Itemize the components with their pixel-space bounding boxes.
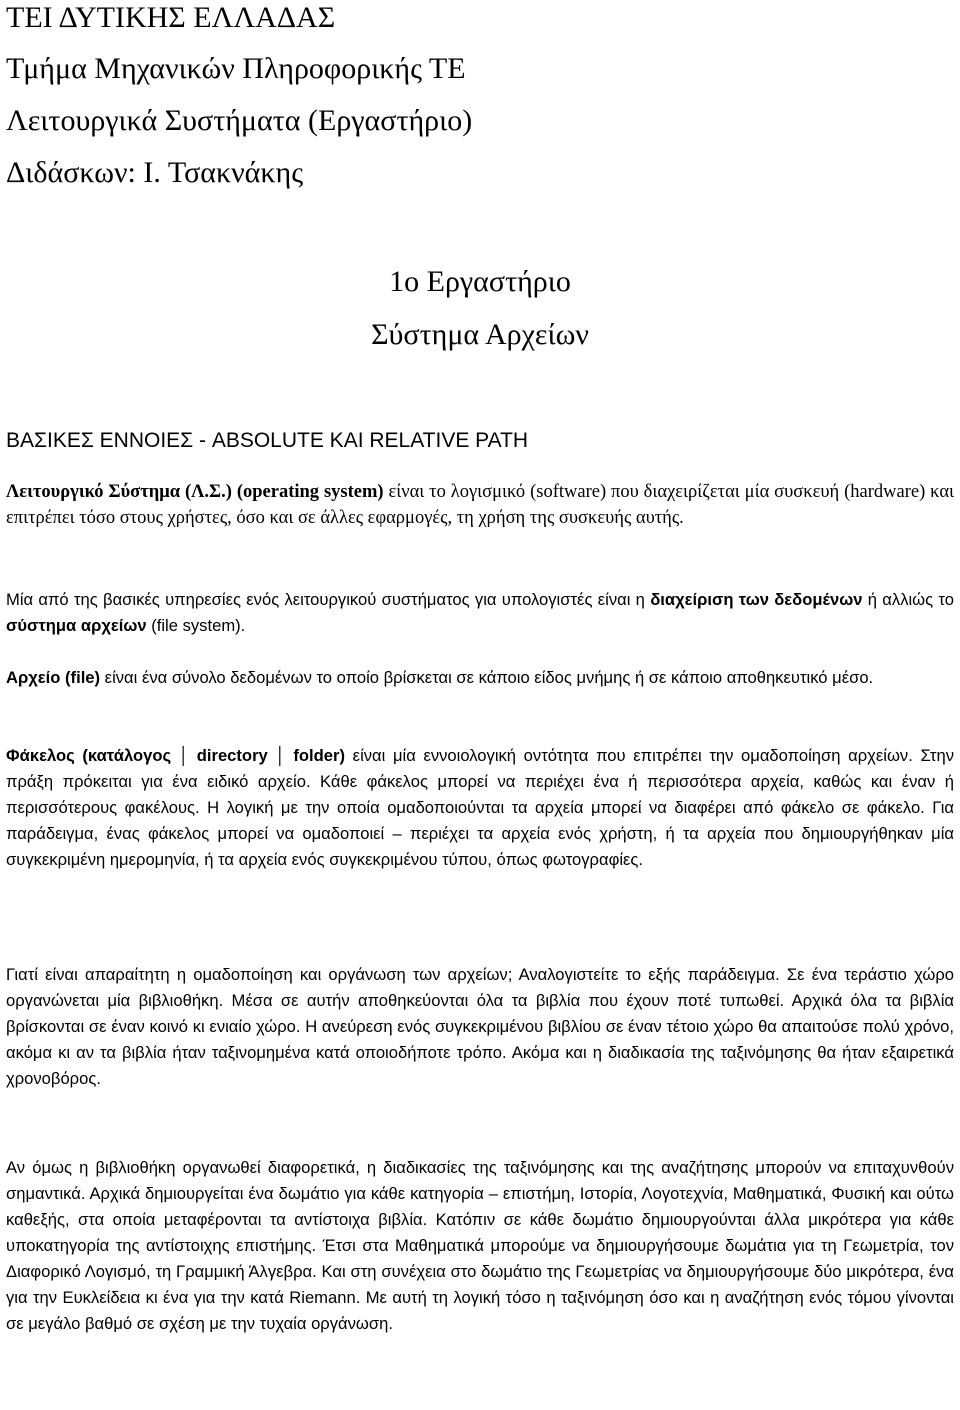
paragraph-text: είναι το λογισμικό (software) που διαχειρίζεται μία συσκευή (hardware) και επιτρέπει τόσο στους χρήστες, όσο και σε άλλες εφαρμογές, τη χρήση της συσκευής αυτής. (6, 482, 954, 528)
term-file: Αρχείο (file) (6, 668, 101, 687)
term-operating-system: Λειτουργικό Σύστημα (Λ.Σ.) (operating system) (6, 482, 384, 502)
paragraph-text: (file system). (146, 616, 246, 635)
paragraph-text: είναι μία εννοιολογική οντότητα που επιτρέπει την ομαδοποίηση αρχείων. Στην πράξη πρόκειται για ένα ειδικό αρχείο. Κάθε φάκελος μπορεί να περιέχει ένα ή περισσότερα αρχεία, καθώς και έναν ή περισσότερους φακέλους. Η λογική με την οποία ομαδοποιούνται τα αρχεία μπορεί να διαφέρει από φάκελο σε φάκελο. Για παράδειγμα, ένας φάκελος μπορεί να ομαδοποιεί – περιέχει τα αρχεία ενός χρήστη, ή τα αρχεία που δημιουργήθηκαν μία συγκεκριμένη ημερομηνία, ή τα αρχεία ενός συγκεκριμένου τύπου, όπως φωτογραφίες. (6, 746, 954, 869)
course-name: Λειτουργικά Συστήματα (Εργαστήριο) (6, 104, 473, 137)
department-name: Τμήμα Μηχανικών Πληροφορικής ΤΕ (6, 52, 466, 85)
paragraph-file (6, 665, 954, 691)
paragraph-library-example: Γιατί είναι απαραίτητη η ομαδοποίηση και οργάνωση των αρχείων; Αναλογιστείτε το εξής παράδειγμα. Σε ένα τεράστιο χώρο οργανώνεται μία βιβλιοθήκη. Μέσα σε αυτήν αποθηκεύονται όλα τα βιβλία που έχουν ποτέ τυπωθεί. Αρχικά όλα τα βιβλία βρίσκονται σε έναν κοινό κι ενιαίο χώρο. Η ανεύρεση ενός συγκεκριμένου βιβλίου σε έναν τέτοιο χώρο θα απαιτούσε πολύ χρόνο, ακόμα κι αν τα βιβλία ήταν ταξινομημένα κατά οποιοδήποτε τρόπο. Ακόμα και η διαδικασία της ταξινόμησης θα ήταν εξαιρετικά χρονοβόρος. (6, 965, 954, 1088)
paragraph-file-system (6, 587, 954, 639)
paragraph-text: Μία από της βασικές υπηρεσίες ενός λειτουργικού συστήματος για υπολογιστές είναι η (6, 590, 651, 609)
paragraph-library-organization: Αν όμως η βιβλιοθήκη οργανωθεί διαφορετικά, η διαδικασίες της ταξινόμησης και της αναζήτησης μπορούν να επιταχυνθούν σημαντικά. Αρχικά δημιουργείται ένα δωμάτιο για κάθε κατηγορία – επιστήμη, Ιστορία, Λογοτεχνία, Μαθηματικά, Φυσική και ούτω καθεξής, στα οποία μεταφέρονται τα αντίστοιχα βιβλία. Κατόπιν σε κάθε δωμάτιο δημιουργούνται άλλα μικρότερα για κάθε υποκατηγορία της αντίστοιχης επιστήμης. Έτσι στα Μαθηματικά μπορούμε να δημιουργήσουμε δωμάτια για τη Γεωμετρία, τον Διαφορικό Λογισμό, τη Γραμμική Άλγεβρα. Και στη συνέχεια στο δωμάτιο της Γεωμετρίας να δημιουργήσουμε δύο μικρότερα, ένα για την Ευκλείδεια κι ένα για την κατά Riemann. Με αυτή τη λογική τόσο η ταξινόμηση όσο και η αναζήτηση ενός τόμου γίνονται σε μεγάλο βαθμό σε σχέση με την τυχαία οργάνωση. (6, 1158, 954, 1333)
paragraph-text: είναι ένα σύνολο δεδομένων το οποίο βρίσκεται σε κάποιο είδος μνήμης ή σε κάποιο αποθηκευτικό μέσο. (100, 668, 874, 687)
term-file-system: σύστημα αρχείων (6, 616, 147, 635)
paragraph-operating-system (6, 479, 954, 531)
section-heading: ΒΑΣΙΚΕΣ ΕΝΝΟΙΕΣ - ABSOLUTE ΚΑΙ RELATIVE PATH (6, 429, 529, 452)
lab-number: 1ο Εργαστήριο (389, 265, 571, 298)
instructor-name: Διδάσκων: Ι. Τσακνάκης (6, 156, 304, 189)
lab-topic: Σύστημα Αρχείων (371, 318, 589, 351)
term-folder: Φάκελος (κατάλογος │ directory │ folder) (6, 746, 346, 765)
institution-name: ΤΕΙ ΔΥΤΙΚΗΣ ΕΛΛΑΔΑΣ (6, 1, 336, 34)
paragraph-text: ή αλλιώς το (862, 590, 954, 609)
paragraph-folder (6, 743, 954, 873)
term-data-management: διαχείριση των δεδομένων (650, 590, 863, 609)
